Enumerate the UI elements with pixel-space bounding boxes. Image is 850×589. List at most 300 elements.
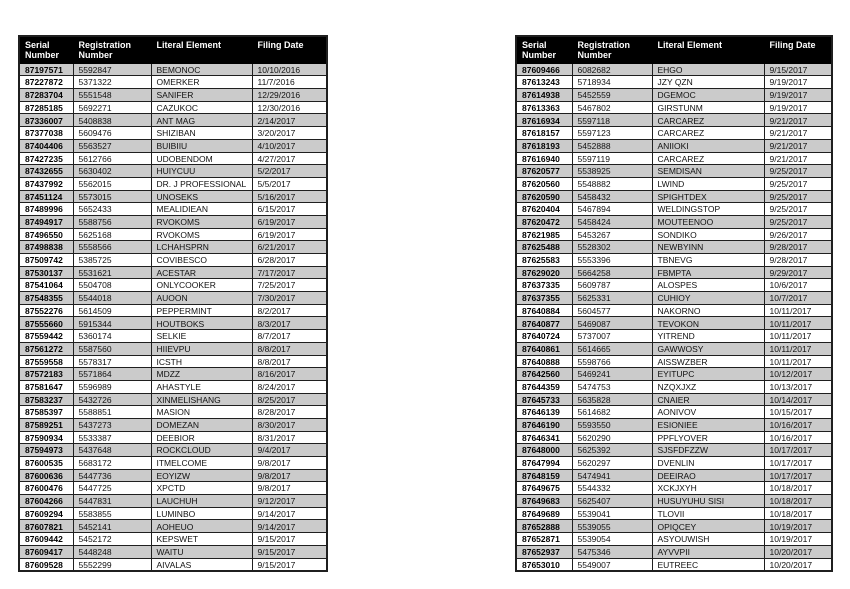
literal-element-cell: DOMEZAN bbox=[151, 418, 252, 431]
serial-cell: 87640724 bbox=[516, 330, 572, 343]
filing-date-cell: 10/16/2017 bbox=[764, 418, 832, 431]
registration-cell: 5552299 bbox=[73, 558, 151, 571]
registration-cell: 5453267 bbox=[572, 228, 652, 241]
table-body bbox=[19, 63, 327, 571]
table-row bbox=[516, 152, 832, 165]
literal-element-cell: WELDINGSTOP bbox=[652, 203, 764, 216]
serial-cell: 87649689 bbox=[516, 507, 572, 520]
registration-cell: 5609476 bbox=[73, 127, 151, 140]
serial-cell: 87613243 bbox=[516, 76, 572, 89]
serial-cell: 87620404 bbox=[516, 203, 572, 216]
table-row bbox=[19, 215, 327, 228]
serial-cell: 87600476 bbox=[19, 482, 73, 495]
filing-date-cell: 9/12/2017 bbox=[252, 495, 327, 508]
registration-cell: 5452559 bbox=[572, 89, 652, 102]
filing-date-cell: 8/3/2017 bbox=[252, 317, 327, 330]
col-header-registration-number: Registration Number bbox=[572, 36, 652, 63]
table-row bbox=[19, 76, 327, 89]
registration-cell: 5539041 bbox=[572, 507, 652, 520]
registration-cell: 5539055 bbox=[572, 520, 652, 533]
filing-date-cell: 6/28/2017 bbox=[252, 254, 327, 267]
filing-date-cell: 8/7/2017 bbox=[252, 330, 327, 343]
serial-cell: 87427235 bbox=[19, 152, 73, 165]
registration-cell: 5597118 bbox=[572, 114, 652, 127]
literal-element-cell: XCKJXYH bbox=[652, 482, 764, 495]
table-row bbox=[516, 469, 832, 482]
table-row bbox=[19, 393, 327, 406]
literal-element-cell: HUIYCUU bbox=[151, 165, 252, 178]
table-row bbox=[516, 76, 832, 89]
literal-element-cell: DEEBIOR bbox=[151, 431, 252, 444]
serial-cell: 87618193 bbox=[516, 139, 572, 152]
serial-cell: 87625583 bbox=[516, 254, 572, 267]
registration-cell: 5563527 bbox=[73, 139, 151, 152]
serial-cell: 87600636 bbox=[19, 469, 73, 482]
literal-element-cell: DGEMOC bbox=[652, 89, 764, 102]
serial-cell: 87646139 bbox=[516, 406, 572, 419]
table-row bbox=[19, 152, 327, 165]
literal-element-cell: YITREND bbox=[652, 330, 764, 343]
serial-cell: 87509742 bbox=[19, 254, 73, 267]
registration-cell: 5458432 bbox=[572, 190, 652, 203]
literal-element-cell: SELKIE bbox=[151, 330, 252, 343]
literal-element-cell: HIIEVPU bbox=[151, 342, 252, 355]
filing-date-cell: 10/11/2017 bbox=[764, 355, 832, 368]
table-row bbox=[19, 89, 327, 102]
serial-cell: 87652937 bbox=[516, 545, 572, 558]
literal-element-cell: SPIGHTDEX bbox=[652, 190, 764, 203]
literal-element-cell: ACESTAR bbox=[151, 266, 252, 279]
registration-cell: 6082682 bbox=[572, 63, 652, 76]
serial-cell: 87649675 bbox=[516, 482, 572, 495]
col-header-filing-date: Filing Date bbox=[252, 36, 327, 63]
literal-element-cell: XINMELISHANG bbox=[151, 393, 252, 406]
table-row bbox=[19, 533, 327, 546]
serial-cell: 87640888 bbox=[516, 355, 572, 368]
table-row bbox=[19, 63, 327, 76]
table-row bbox=[516, 355, 832, 368]
literal-element-cell: OMERKER bbox=[151, 76, 252, 89]
filing-date-cell: 9/8/2017 bbox=[252, 482, 327, 495]
table-row bbox=[516, 520, 832, 533]
registration-cell: 5583855 bbox=[73, 507, 151, 520]
table-row bbox=[516, 241, 832, 254]
filing-date-cell: 10/10/2016 bbox=[252, 63, 327, 76]
table-row bbox=[19, 520, 327, 533]
filing-date-cell: 8/25/2017 bbox=[252, 393, 327, 406]
registration-cell: 5562015 bbox=[73, 177, 151, 190]
filing-date-cell: 9/26/2017 bbox=[764, 228, 832, 241]
registration-cell: 5531621 bbox=[73, 266, 151, 279]
literal-element-cell: ALOSPES bbox=[652, 279, 764, 292]
col-header-filing-date: Filing Date bbox=[764, 36, 832, 63]
table-row bbox=[516, 368, 832, 381]
literal-element-cell: MOUTEENOO bbox=[652, 215, 764, 228]
filing-date-cell: 9/8/2017 bbox=[252, 469, 327, 482]
filing-date-cell: 9/25/2017 bbox=[764, 190, 832, 203]
registration-cell: 5737007 bbox=[572, 330, 652, 343]
table-body bbox=[516, 63, 832, 571]
filing-date-cell: 10/17/2017 bbox=[764, 457, 832, 470]
table-row bbox=[19, 127, 327, 140]
serial-cell: 87530137 bbox=[19, 266, 73, 279]
literal-element-cell: MDZZ bbox=[151, 368, 252, 381]
filing-date-cell: 4/10/2017 bbox=[252, 139, 327, 152]
table-row bbox=[516, 114, 832, 127]
filing-date-cell: 8/30/2017 bbox=[252, 418, 327, 431]
col-header-literal-element: Literal Element bbox=[151, 36, 252, 63]
filing-date-cell: 9/25/2017 bbox=[764, 165, 832, 178]
filing-date-cell: 9/15/2017 bbox=[252, 558, 327, 571]
registration-cell: 5533387 bbox=[73, 431, 151, 444]
literal-element-cell: KEPSWET bbox=[151, 533, 252, 546]
filing-date-cell: 10/18/2017 bbox=[764, 495, 832, 508]
serial-cell: 87607821 bbox=[19, 520, 73, 533]
registration-cell: 5692271 bbox=[73, 101, 151, 114]
table-row bbox=[19, 101, 327, 114]
table-row bbox=[19, 380, 327, 393]
literal-element-cell: EHGO bbox=[652, 63, 764, 76]
registration-cell: 5553396 bbox=[572, 254, 652, 267]
table-row bbox=[19, 266, 327, 279]
serial-cell: 87498838 bbox=[19, 241, 73, 254]
registration-cell: 5475346 bbox=[572, 545, 652, 558]
literal-element-cell: AISSWZBER bbox=[652, 355, 764, 368]
literal-element-cell: SANIFER bbox=[151, 89, 252, 102]
table-row bbox=[516, 279, 832, 292]
serial-cell: 87552276 bbox=[19, 304, 73, 317]
registration-cell: 5437648 bbox=[73, 444, 151, 457]
serial-cell: 87377038 bbox=[19, 127, 73, 140]
table-row bbox=[19, 190, 327, 203]
table-row bbox=[516, 304, 832, 317]
table-row bbox=[516, 127, 832, 140]
col-header-literal-element: Literal Element bbox=[652, 36, 764, 63]
registration-cell: 5915344 bbox=[73, 317, 151, 330]
filing-date-cell: 10/6/2017 bbox=[764, 279, 832, 292]
serial-cell: 87494917 bbox=[19, 215, 73, 228]
literal-element-cell: PPFLYOVER bbox=[652, 431, 764, 444]
table-row bbox=[516, 177, 832, 190]
table-row bbox=[19, 139, 327, 152]
filing-date-cell: 10/14/2017 bbox=[764, 393, 832, 406]
literal-element-cell: BUIBIIU bbox=[151, 139, 252, 152]
filing-date-cell: 9/15/2017 bbox=[252, 533, 327, 546]
registration-cell: 5571864 bbox=[73, 368, 151, 381]
registration-cell: 5604577 bbox=[572, 304, 652, 317]
registration-cell: 5588756 bbox=[73, 215, 151, 228]
table-row bbox=[19, 342, 327, 355]
table-row bbox=[516, 406, 832, 419]
filing-date-cell: 7/17/2017 bbox=[252, 266, 327, 279]
literal-element-cell: HOUTBOKS bbox=[151, 317, 252, 330]
literal-element-cell: TLOVII bbox=[652, 507, 764, 520]
table-row bbox=[19, 254, 327, 267]
literal-element-cell: COVIBESCO bbox=[151, 254, 252, 267]
literal-element-cell: ANIIOKI bbox=[652, 139, 764, 152]
literal-element-cell: AOHEUO bbox=[151, 520, 252, 533]
filing-date-cell: 3/20/2017 bbox=[252, 127, 327, 140]
filing-date-cell: 9/14/2017 bbox=[252, 507, 327, 520]
filing-date-cell: 9/25/2017 bbox=[764, 177, 832, 190]
table-row bbox=[516, 482, 832, 495]
serial-cell: 87609417 bbox=[19, 545, 73, 558]
registration-cell: 5447736 bbox=[73, 469, 151, 482]
serial-cell: 87647994 bbox=[516, 457, 572, 470]
table-row bbox=[19, 495, 327, 508]
serial-cell: 87646190 bbox=[516, 418, 572, 431]
serial-cell: 87644359 bbox=[516, 380, 572, 393]
table-row bbox=[19, 406, 327, 419]
literal-element-cell: BEMONOC bbox=[151, 63, 252, 76]
table-row bbox=[19, 482, 327, 495]
table-row bbox=[516, 317, 832, 330]
table-row bbox=[516, 507, 832, 520]
serial-cell: 87653010 bbox=[516, 558, 572, 571]
serial-cell: 87572183 bbox=[19, 368, 73, 381]
registration-cell: 5504708 bbox=[73, 279, 151, 292]
registration-cell: 5452141 bbox=[73, 520, 151, 533]
serial-cell: 87559442 bbox=[19, 330, 73, 343]
literal-element-cell: RVOKOMS bbox=[151, 215, 252, 228]
filing-date-cell: 12/30/2016 bbox=[252, 101, 327, 114]
registration-cell: 5683172 bbox=[73, 457, 151, 470]
literal-element-cell: DVENLIN bbox=[652, 457, 764, 470]
registration-cell: 5474941 bbox=[572, 469, 652, 482]
serial-cell: 87618157 bbox=[516, 127, 572, 140]
registration-cell: 5718934 bbox=[572, 76, 652, 89]
registration-cell: 5548882 bbox=[572, 177, 652, 190]
literal-element-cell: TEVOKON bbox=[652, 317, 764, 330]
serial-cell: 87541064 bbox=[19, 279, 73, 292]
table-row bbox=[19, 330, 327, 343]
filing-date-cell: 9/4/2017 bbox=[252, 444, 327, 457]
literal-element-cell: EYITUPC bbox=[652, 368, 764, 381]
registration-cell: 5652433 bbox=[73, 203, 151, 216]
registration-cell: 5588851 bbox=[73, 406, 151, 419]
filing-date-cell: 10/18/2017 bbox=[764, 482, 832, 495]
serial-cell: 87197571 bbox=[19, 63, 73, 76]
filing-date-cell: 9/8/2017 bbox=[252, 457, 327, 470]
serial-cell: 87620577 bbox=[516, 165, 572, 178]
table-row bbox=[19, 292, 327, 305]
filing-date-cell: 10/11/2017 bbox=[764, 304, 832, 317]
trademark-table-right bbox=[515, 35, 833, 572]
registration-cell: 5360174 bbox=[73, 330, 151, 343]
literal-element-cell: CAZUKOC bbox=[151, 101, 252, 114]
serial-cell: 87285185 bbox=[19, 101, 73, 114]
col-header-serial-number: Serial Number bbox=[516, 36, 572, 63]
registration-cell: 5544018 bbox=[73, 292, 151, 305]
table-row bbox=[516, 431, 832, 444]
serial-cell: 87609442 bbox=[19, 533, 73, 546]
filing-date-cell: 9/19/2017 bbox=[764, 89, 832, 102]
serial-cell: 87496550 bbox=[19, 228, 73, 241]
literal-element-cell: AYVVPII bbox=[652, 545, 764, 558]
serial-cell: 87555660 bbox=[19, 317, 73, 330]
literal-element-cell: EUTREEC bbox=[652, 558, 764, 571]
registration-cell: 5614665 bbox=[572, 342, 652, 355]
filing-date-cell: 4/27/2017 bbox=[252, 152, 327, 165]
literal-element-cell: ONLYCOOKER bbox=[151, 279, 252, 292]
registration-cell: 5447725 bbox=[73, 482, 151, 495]
serial-cell: 87489996 bbox=[19, 203, 73, 216]
registration-cell: 5598766 bbox=[572, 355, 652, 368]
table-row bbox=[19, 545, 327, 558]
table-row bbox=[19, 304, 327, 317]
filing-date-cell: 8/8/2017 bbox=[252, 355, 327, 368]
literal-element-cell: GIRSTUNM bbox=[652, 101, 764, 114]
table-row bbox=[516, 101, 832, 114]
literal-element-cell: DR. J PROFESSIONAL bbox=[151, 177, 252, 190]
registration-cell: 5612766 bbox=[73, 152, 151, 165]
serial-cell: 87583237 bbox=[19, 393, 73, 406]
literal-element-cell: LCHAHSPRN bbox=[151, 241, 252, 254]
registration-cell: 5620297 bbox=[572, 457, 652, 470]
literal-element-cell: ASYOUWISH bbox=[652, 533, 764, 546]
filing-date-cell: 2/14/2017 bbox=[252, 114, 327, 127]
serial-cell: 87594973 bbox=[19, 444, 73, 457]
registration-cell: 5448248 bbox=[73, 545, 151, 558]
serial-cell: 87646341 bbox=[516, 431, 572, 444]
serial-cell: 87614938 bbox=[516, 89, 572, 102]
table-row bbox=[516, 330, 832, 343]
literal-element-cell: NEWBYINN bbox=[652, 241, 764, 254]
table-row bbox=[19, 279, 327, 292]
filing-date-cell: 5/5/2017 bbox=[252, 177, 327, 190]
serial-cell: 87642560 bbox=[516, 368, 572, 381]
registration-cell: 5432726 bbox=[73, 393, 151, 406]
literal-element-cell: UDOBENDOM bbox=[151, 152, 252, 165]
serial-cell: 87585397 bbox=[19, 406, 73, 419]
registration-cell: 5469241 bbox=[572, 368, 652, 381]
serial-cell: 87649683 bbox=[516, 495, 572, 508]
literal-element-cell: MEALIDIEAN bbox=[151, 203, 252, 216]
literal-element-cell: LWIND bbox=[652, 177, 764, 190]
registration-cell: 5597119 bbox=[572, 152, 652, 165]
registration-cell: 5539054 bbox=[572, 533, 652, 546]
table-row bbox=[19, 418, 327, 431]
serial-cell: 87625488 bbox=[516, 241, 572, 254]
literal-element-cell: EOYIZW bbox=[151, 469, 252, 482]
filing-date-cell: 8/8/2017 bbox=[252, 342, 327, 355]
col-header-registration-number: Registration Number bbox=[73, 36, 151, 63]
table-row bbox=[516, 254, 832, 267]
serial-cell: 87640884 bbox=[516, 304, 572, 317]
table-row bbox=[516, 545, 832, 558]
serial-cell: 87561272 bbox=[19, 342, 73, 355]
literal-element-cell: LAUCHUH bbox=[151, 495, 252, 508]
registration-cell: 5620290 bbox=[572, 431, 652, 444]
registration-cell: 5469087 bbox=[572, 317, 652, 330]
literal-element-cell: OPIQCEY bbox=[652, 520, 764, 533]
literal-element-cell: CARCAREZ bbox=[652, 152, 764, 165]
registration-cell: 5467894 bbox=[572, 203, 652, 216]
registration-cell: 5558566 bbox=[73, 241, 151, 254]
registration-cell: 5551548 bbox=[73, 89, 151, 102]
filing-date-cell: 9/15/2017 bbox=[252, 545, 327, 558]
table-row bbox=[516, 228, 832, 241]
registration-cell: 5625392 bbox=[572, 444, 652, 457]
serial-cell: 87604266 bbox=[19, 495, 73, 508]
serial-cell: 87640877 bbox=[516, 317, 572, 330]
literal-element-cell: GAWWOSY bbox=[652, 342, 764, 355]
registration-cell: 5544332 bbox=[572, 482, 652, 495]
filing-date-cell: 7/25/2017 bbox=[252, 279, 327, 292]
filing-date-cell: 10/11/2017 bbox=[764, 317, 832, 330]
table-row bbox=[516, 444, 832, 457]
filing-date-cell: 9/19/2017 bbox=[764, 76, 832, 89]
serial-cell: 87616940 bbox=[516, 152, 572, 165]
filing-date-cell: 9/14/2017 bbox=[252, 520, 327, 533]
table-row bbox=[516, 89, 832, 102]
registration-cell: 5593550 bbox=[572, 418, 652, 431]
literal-element-cell: AONIVOV bbox=[652, 406, 764, 419]
registration-cell: 5625407 bbox=[572, 495, 652, 508]
col-header-serial-number: Serial Number bbox=[19, 36, 73, 63]
table-row bbox=[19, 469, 327, 482]
registration-cell: 5597123 bbox=[572, 127, 652, 140]
filing-date-cell: 9/21/2017 bbox=[764, 152, 832, 165]
literal-element-cell: HUSUYUHU SISI bbox=[652, 495, 764, 508]
registration-cell: 5587560 bbox=[73, 342, 151, 355]
literal-element-cell: WAITU bbox=[151, 545, 252, 558]
serial-cell: 87648159 bbox=[516, 469, 572, 482]
table-row bbox=[516, 266, 832, 279]
literal-element-cell: SONDIKO bbox=[652, 228, 764, 241]
filing-date-cell: 9/21/2017 bbox=[764, 114, 832, 127]
table-row bbox=[19, 444, 327, 457]
serial-cell: 87590934 bbox=[19, 431, 73, 444]
table-row bbox=[19, 431, 327, 444]
serial-cell: 87609528 bbox=[19, 558, 73, 571]
filing-date-cell: 10/18/2017 bbox=[764, 507, 832, 520]
table-row bbox=[19, 368, 327, 381]
filing-date-cell: 9/21/2017 bbox=[764, 139, 832, 152]
registration-cell: 5474753 bbox=[572, 380, 652, 393]
filing-date-cell: 6/19/2017 bbox=[252, 228, 327, 241]
registration-cell: 5614509 bbox=[73, 304, 151, 317]
filing-date-cell: 10/16/2017 bbox=[764, 431, 832, 444]
filing-date-cell: 10/7/2017 bbox=[764, 292, 832, 305]
filing-date-cell: 6/15/2017 bbox=[252, 203, 327, 216]
table-row bbox=[19, 317, 327, 330]
filing-date-cell: 8/16/2017 bbox=[252, 368, 327, 381]
table-row bbox=[516, 292, 832, 305]
table-row bbox=[516, 63, 832, 76]
filing-date-cell: 6/19/2017 bbox=[252, 215, 327, 228]
table-row bbox=[19, 177, 327, 190]
table-header bbox=[516, 36, 832, 63]
registration-cell: 5592847 bbox=[73, 63, 151, 76]
filing-date-cell: 10/13/2017 bbox=[764, 380, 832, 393]
registration-cell: 5458424 bbox=[572, 215, 652, 228]
filing-date-cell: 10/20/2017 bbox=[764, 558, 832, 571]
literal-element-cell: UNOSEKS bbox=[151, 190, 252, 203]
filing-date-cell: 9/25/2017 bbox=[764, 215, 832, 228]
literal-element-cell: PEPPERMINT bbox=[151, 304, 252, 317]
filing-date-cell: 8/28/2017 bbox=[252, 406, 327, 419]
serial-cell: 87620472 bbox=[516, 215, 572, 228]
literal-element-cell: LUMINBO bbox=[151, 507, 252, 520]
header-row bbox=[19, 36, 327, 63]
trademark-table-left bbox=[18, 35, 328, 572]
table-row bbox=[516, 380, 832, 393]
filing-date-cell: 8/24/2017 bbox=[252, 380, 327, 393]
header-row bbox=[516, 36, 832, 63]
filing-date-cell: 10/12/2017 bbox=[764, 368, 832, 381]
table-row bbox=[19, 203, 327, 216]
